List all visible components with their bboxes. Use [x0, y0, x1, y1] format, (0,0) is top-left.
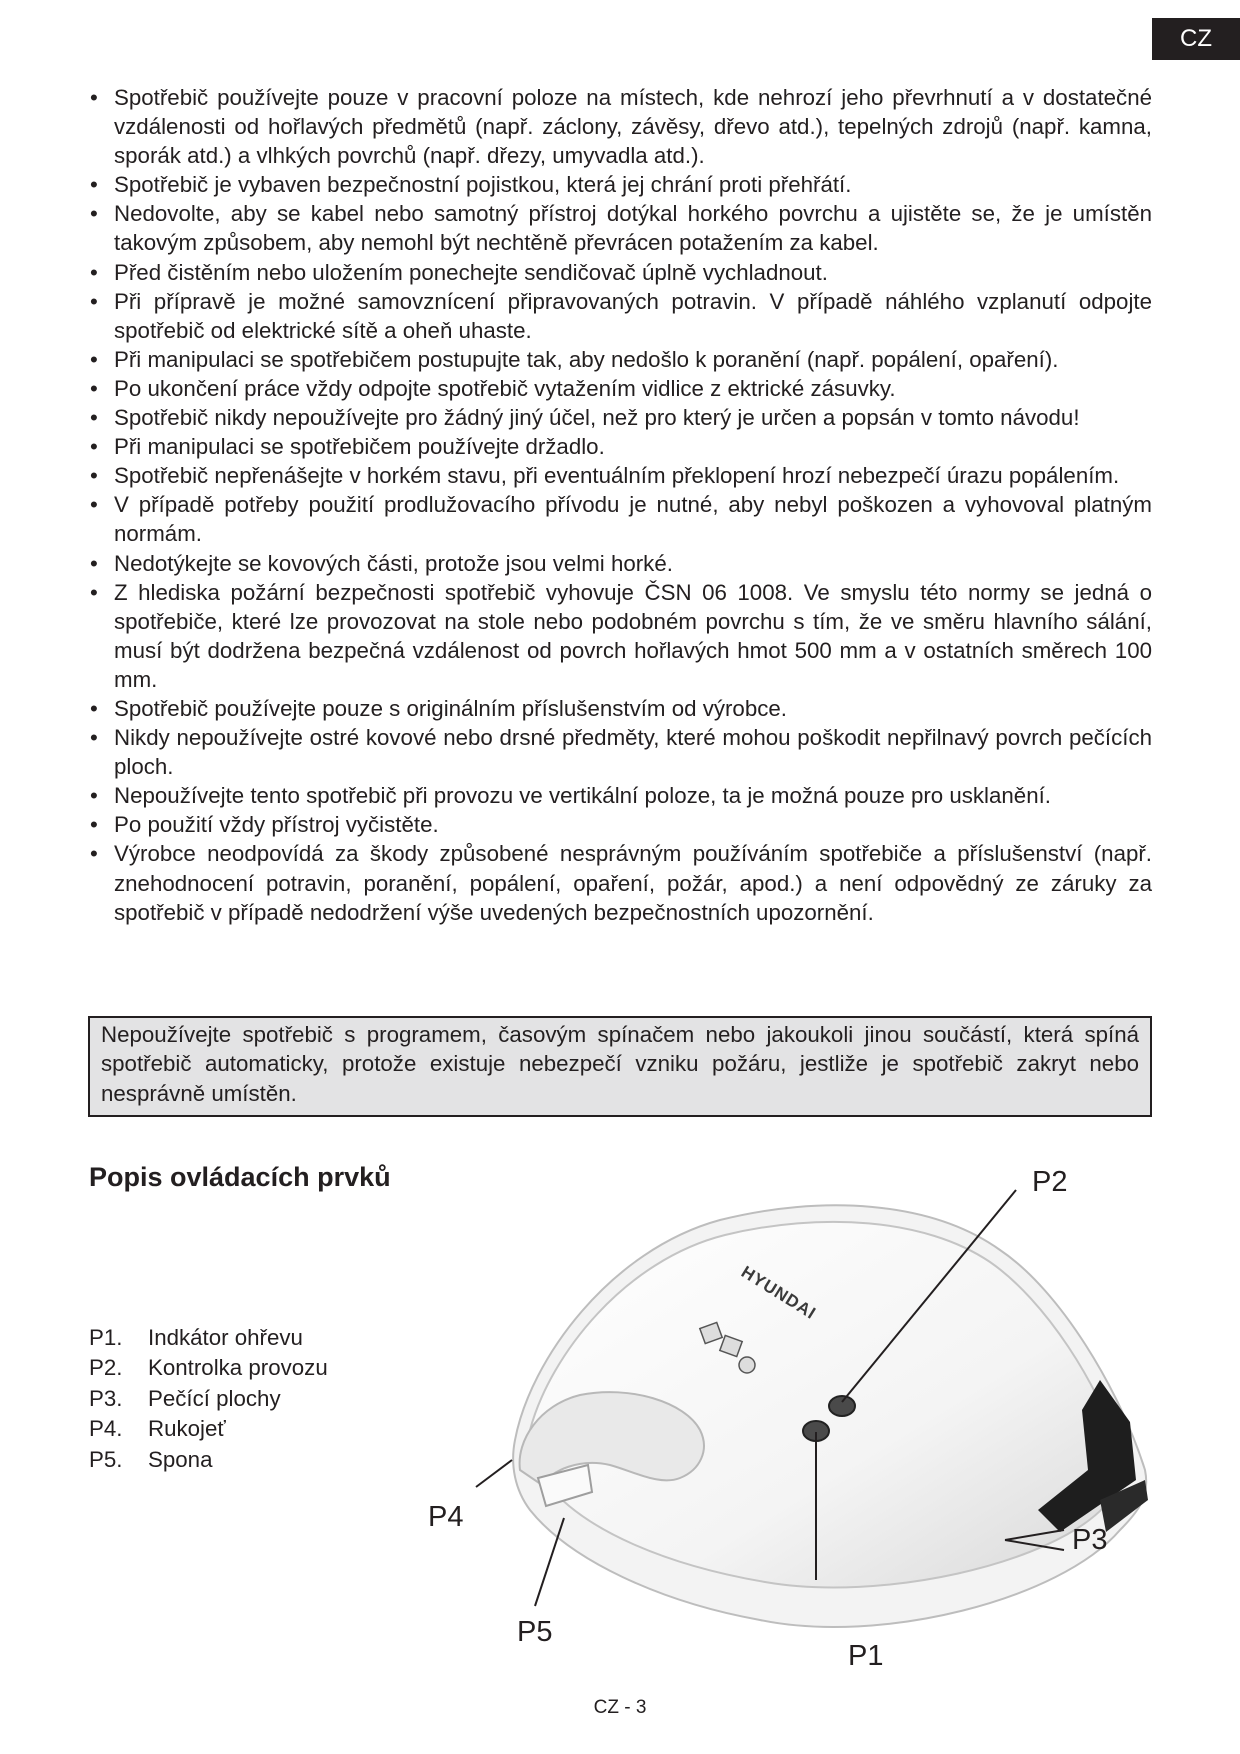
warning-box: Nepoužívejte spotřebič s programem, časovým spínačem nebo jakoukoli jinou součástí, která spíná spotřebič automaticky, protože existuje nebezpečí vzniku požáru, jestliže je spotřebič zakryt nebo nesprávně umístěn.: [88, 1016, 1152, 1117]
part-label: Indkátor ohřevu: [148, 1325, 303, 1350]
callout-p3: P3: [1072, 1524, 1108, 1556]
list-item: • Spotřebič je vybaven bezpečnostní pojistkou, která jej chrání proti přehřátí.: [88, 170, 1152, 199]
list-item: • Před čistěním nebo uložením ponechejte sendičovač úplně vychladnout.: [88, 258, 1152, 287]
list-item: • Spotřebič nikdy nepoužívejte pro žádný jiný účel, než pro který je určen a popsán v tomto návodu!: [88, 403, 1152, 432]
part-code: P4.: [89, 1416, 123, 1442]
list-item: • Spotřebič nepřenášejte v horkém stavu, při eventuálním překlopení hrozí nebezpečí úrazu popálením.: [88, 461, 1152, 490]
parts-list: [89, 1323, 328, 1475]
language-tab: CZ: [1152, 18, 1240, 60]
part-code: P3.: [89, 1385, 123, 1411]
page-number: CZ - 3: [593, 1697, 647, 1718]
list-item: • Výrobce neodpovídá za škody způsobené nesprávným používáním spotřebiče a příslušenství (např. znehodnocení potravin, poranění, popálení, opaření, požár, apod.) a není odpovědný ze záruky za spotřebič v případě nedodržení výše uvedených bezpečnostních upozornění.: [88, 839, 1152, 926]
list-item: • Při manipulaci se spotřebičem používejte držadlo.: [88, 432, 1152, 461]
callout-p2: P2: [1032, 1166, 1068, 1198]
indicator-power-light: [829, 1396, 855, 1416]
list-item: • V případě potřeby použití prodlužovacího přívodu je nutné, aby nebyl poškozen a vyhovoval platným normám.: [88, 490, 1152, 548]
list-item: • Po použití vždy přístroj vyčistěte.: [88, 810, 1152, 839]
part-code: P5.: [89, 1446, 123, 1472]
list-item: • Nedotýkejte se kovových části, protože jsou velmi horké.: [88, 549, 1152, 578]
part-label: Rukojeť: [148, 1416, 226, 1442]
list-item: • Nepoužívejte tento spotřebič při provozu ve vertikální poloze, ta je možná pouze pro usklanění.: [88, 781, 1152, 810]
brand-logo: HYUNDAI: [737, 1262, 820, 1324]
list-item: • Při přípravě je možné samovznícení připravovaných potravin. V případě náhlého vzplanutí odpojte spotřebič od elektrické sítě a oheň uhaste.: [88, 287, 1152, 345]
part-code: P2.: [89, 1355, 123, 1381]
part-item: [89, 1323, 328, 1353]
sandwich-maker-illustration: [428, 1140, 1180, 1700]
part-code: P1.: [89, 1325, 123, 1350]
list-item: • Při manipulaci se spotřebičem postupujte tak, aby nedošlo k poranění (např. popálení, opaření).: [88, 345, 1152, 374]
list-item: • Spotřebič používejte pouze s originálním příslušenstvím od výrobce.: [88, 694, 1152, 723]
part-item: [89, 1384, 328, 1414]
safety-instructions-list: [88, 83, 1152, 927]
list-item: • Po ukončení práce vždy odpojte spotřebič vytažením vidlice z ektrické zásuvky.: [88, 374, 1152, 403]
part-item: [89, 1414, 328, 1444]
list-item: • Nedovolte, aby se kabel nebo samotný přístroj dotýkal horkého povrchu a ujistěte se, že je umístěn takovým způsobem, aby nemohl být nechtěně převrácen potažením za kabel.: [88, 199, 1152, 257]
callout-p5: P5: [517, 1616, 553, 1648]
section-title: Popis ovládacích prvků: [89, 1162, 391, 1192]
callout-p1: P1: [848, 1640, 884, 1672]
part-label: Kontrolka provozu: [148, 1355, 328, 1381]
part-label: Spona: [148, 1446, 213, 1472]
part-item: [89, 1445, 328, 1475]
callout-p4: P4: [428, 1501, 464, 1533]
part-item: [89, 1353, 328, 1383]
list-item: • Spotřebič používejte pouze v pracovní poloze na místech, kde nehrozí jeho převrhnutí a v dostatečné vzdálenosti od hořlavých předmětů (např. záclony, závěsy, dřevo atd.), tepelných zdrojů (např. kamna, sporák atd.) a vlhkých povrchů (např. dřezy, umyvadla atd.).: [88, 83, 1152, 170]
part-label: Pečící plochy: [148, 1385, 281, 1411]
list-item: • Nikdy nepoužívejte ostré kovové nebo drsné předměty, které mohou poškodit nepřilnavý povrch pečících ploch.: [88, 723, 1152, 781]
list-item: • Z hlediska požární bezpečnosti spotřebič vyhovuje ČSN 06 1008. Ve smyslu této normy se jedná o spotřebiče, které lze provozovat na stole nebo podobném povrchu s tím, že ve směru hlavního sálání, musí být dodržena bezpečná vzdálenost od povrch hořlavých hmot 500 mm a v ostatních směrech 100 mm.: [88, 578, 1152, 694]
